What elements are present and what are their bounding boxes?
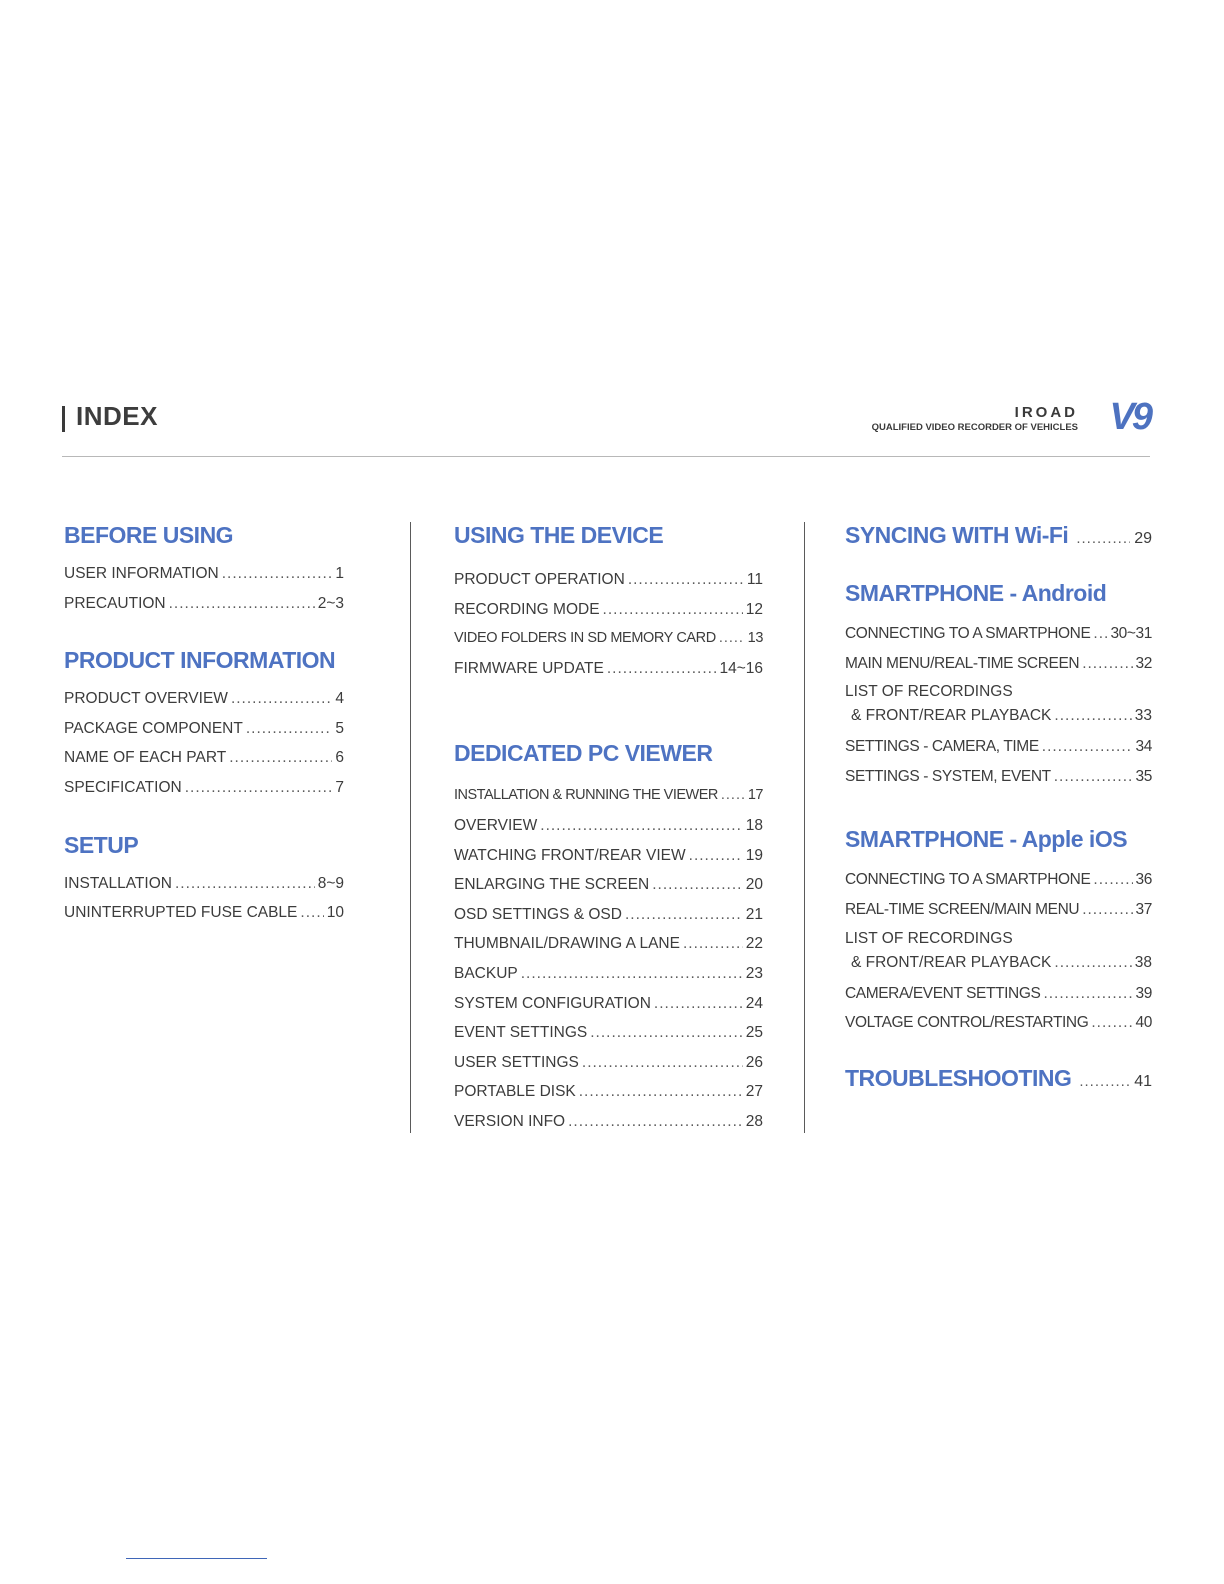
entry-label: INSTALLATION [64,874,172,892]
brand-name: IROAD [1014,404,1078,421]
toc-section-inline[interactable] [845,517,1152,553]
leader-dots [607,654,717,684]
entry-page: 5 [335,719,344,737]
toc-entry[interactable] [454,781,763,811]
toc-entry[interactable] [454,624,763,654]
toc-entry[interactable] [845,1008,1152,1038]
toc-entry[interactable] [454,1048,763,1078]
section-title: TROUBLESHOOTING [845,1064,1072,1091]
leader-dots [603,595,743,625]
entry-page: 19 [745,846,763,864]
entry-page: 7 [335,778,344,796]
entry-label: FIRMWARE UPDATE [454,659,604,677]
toc-entry[interactable] [64,589,344,619]
toc-entry[interactable] [454,1107,763,1137]
toc-section [64,642,344,802]
leader-dots [628,565,744,595]
entry-label: PACKAGE COMPONENT [64,719,243,737]
entry-label-continued: & FRONT/REAR PLAYBACK [851,707,1052,725]
leader-dots [1082,895,1132,925]
entry-page: 35 [1135,767,1152,785]
toc-entry[interactable] [845,865,1152,895]
entry-label: VERSION INFO [454,1112,566,1130]
toc-entry[interactable] [64,869,344,899]
section-title: SMARTPHONE - Android [845,580,1107,606]
leader-dots [689,841,743,871]
entry-page: 41 [1134,1072,1152,1090]
entry-label: OSD SETTINGS & OSD [454,905,622,923]
entry-label: CONNECTING TO A SMARTPHONE [845,625,1091,642]
column-divider [410,522,411,1133]
leader-dots [540,811,742,841]
leader-dots [1054,951,1131,975]
toc-entry[interactable] [454,565,763,595]
entry-label: ENLARGING THE SCREEN [454,876,650,894]
entry-page: 38 [1134,953,1152,971]
section-title: DEDICATED PC VIEWER [454,740,713,767]
section-title: BEFORE USING [64,522,234,548]
entry-page: 39 [1135,984,1152,1002]
toc-entry[interactable] [454,900,763,930]
toc-entry[interactable] [454,811,763,841]
entry-label: PRECAUTION [64,594,166,612]
entry-page: 37 [1135,900,1152,918]
brand-model: V9 [1109,396,1150,438]
toc-column-2 [454,515,763,1161]
entry-page: 26 [745,1053,763,1071]
toc-entry[interactable] [64,743,344,773]
entry-label-continued: & FRONT/REAR PLAYBACK [851,953,1052,971]
entry-page: 1 [335,565,344,582]
entry-page: 40 [1135,1014,1152,1032]
entry-page: 28 [745,1112,763,1130]
toc-section [64,827,344,928]
entry-label: PRODUCT OPERATION [454,571,625,588]
section-title: USING THE DEVICE [454,522,664,548]
leader-dots [654,989,743,1019]
toc-section [845,821,1152,1037]
entry-label: INSTALLATION & RUNNING THE VIEWER [454,787,718,804]
entry-page: 14~16 [719,659,763,677]
leader-dots [1042,732,1133,762]
leader-dots [579,1077,743,1107]
column-divider [804,522,805,1133]
leader-dots [721,781,745,811]
toc-entry[interactable] [845,895,1152,925]
title-accent-bar [62,406,65,432]
entry-page: 2~3 [317,594,344,612]
toc-entry[interactable] [64,684,344,714]
leader-dots [1079,1073,1130,1090]
entry-label: LIST OF RECORDINGS [845,683,1013,701]
leader-dots [1091,1008,1132,1038]
entry-label: SETTINGS - SYSTEM, EVENT [845,767,1051,785]
leader-dots [590,1018,743,1048]
leader-dots [652,870,743,900]
entry-page: 6 [335,749,344,767]
toc-column-3 [845,515,1152,1120]
entry-label: MAIN MENU/REAL-TIME SCREEN [845,654,1080,672]
section-title: SMARTPHONE - Apple iOS [845,826,1128,853]
entry-label: SYSTEM CONFIGURATION [454,994,651,1012]
section-title: SETUP [64,831,139,858]
entry-label: SETTINGS - CAMERA, TIME [845,738,1039,756]
entry-page: 13 [747,630,763,647]
footer-link-underline [126,1558,267,1559]
entry-label: CONNECTING TO A SMARTPHONE [845,871,1091,889]
entry-page: 11 [746,571,763,588]
entry-label: WATCHING FRONT/REAR VIEW [454,846,686,864]
entry-label: UNINTERRUPTED FUSE CABLE [64,904,298,922]
entry-page: 36 [1135,871,1152,889]
toc-section [454,735,763,1136]
entry-label: PORTABLE DISK [454,1083,576,1101]
entry-page: 4 [335,690,344,708]
toc-entry[interactable] [845,678,1152,732]
leader-dots [300,898,323,928]
entry-page: 20 [745,876,763,894]
toc-entry[interactable] [454,870,763,900]
toc-column-1 [64,515,344,952]
entry-label: OVERVIEW [454,816,538,834]
entry-label: USER SETTINGS [454,1053,579,1071]
toc-entry[interactable] [845,619,1152,649]
entry-page: 18 [745,816,763,834]
entry-page: 10 [326,904,344,922]
toc-entry[interactable] [64,714,344,744]
entry-page: 32 [1135,654,1152,672]
entry-label: BACKUP [454,964,518,982]
entry-label: SPECIFICATION [64,778,182,796]
toc-entry[interactable] [845,925,1152,979]
entry-page: 34 [1135,738,1152,756]
toc-entry[interactable] [454,989,763,1019]
entry-page: 23 [745,964,763,982]
entry-page: 29 [1134,530,1152,547]
entry-label: NAME OF EACH PART [64,749,227,767]
leader-dots [625,900,743,930]
toc-entry[interactable] [454,1018,763,1048]
entry-label: VOLTAGE CONTROL/RESTARTING [845,1014,1089,1032]
entry-label: USER INFORMATION [64,565,219,582]
leader-dots [1054,762,1133,792]
entry-page: 17 [747,787,763,804]
leader-dots [1093,865,1132,895]
toc-section [454,517,763,683]
leader-dots [1093,619,1107,649]
toc-entry[interactable] [454,654,763,684]
leader-dots [222,559,333,589]
entry-page: 27 [745,1083,763,1101]
toc-entry[interactable] [64,559,344,589]
toc-entry[interactable] [845,762,1152,792]
page-title: INDEX [76,401,158,431]
entry-page: 12 [745,600,763,618]
page-header [62,398,1150,458]
toc-section [64,517,344,618]
entry-page: 33 [1134,707,1152,725]
leader-dots [246,714,333,744]
toc-entry[interactable] [454,929,763,959]
leader-dots [231,684,332,714]
entry-page: 21 [745,905,763,923]
toc-entry[interactable] [454,595,763,625]
leader-dots [175,869,315,899]
entry-label: EVENT SETTINGS [454,1024,588,1042]
entry-label: LIST OF RECORDINGS [845,929,1013,947]
entry-page: 30~31 [1110,625,1152,642]
leader-dots [1076,530,1130,547]
leader-dots [169,589,315,619]
leader-dots [683,929,743,959]
entry-page: 22 [745,935,763,953]
entry-label: CAMERA/EVENT SETTINGS [845,984,1041,1002]
leader-dots [568,1107,743,1137]
toc-entry[interactable] [454,959,763,989]
entry-label: REAL-TIME SCREEN/MAIN MENU [845,900,1080,918]
toc-entry[interactable] [845,732,1152,762]
leader-dots [521,959,743,989]
brand-tagline: QUALIFIED VIDEO RECORDER OF VEHICLES [871,422,1078,433]
entry-page: 25 [745,1024,763,1042]
toc-entry[interactable] [64,898,344,928]
leader-dots [185,773,333,803]
leader-dots [1054,704,1131,728]
brand-logo [850,396,1150,442]
toc-section [845,575,1152,791]
leader-dots [1043,979,1132,1009]
toc-entry[interactable] [845,649,1152,679]
leader-dots [582,1048,743,1078]
toc-entry[interactable] [845,979,1152,1009]
toc-entry[interactable] [64,773,344,803]
entry-label: PRODUCT OVERVIEW [64,690,228,708]
entry-label: RECORDING MODE [454,600,600,618]
toc-entry[interactable] [454,1077,763,1107]
leader-dots [1082,649,1132,679]
leader-dots [229,743,332,773]
entry-page: 24 [745,994,763,1012]
leader-dots [719,624,745,654]
toc-entry[interactable] [454,841,763,871]
section-title: PRODUCT INFORMATION [64,647,336,674]
entry-label: VIDEO FOLDERS IN SD MEMORY CARD [454,630,716,647]
section-title: SYNCING WITH Wi-Fi [845,522,1069,548]
header-divider [62,456,1150,457]
toc-section-inline[interactable] [845,1060,1152,1096]
entry-page: 8~9 [317,874,344,892]
entry-label: THUMBNAIL/DRAWING A LANE [454,935,680,953]
